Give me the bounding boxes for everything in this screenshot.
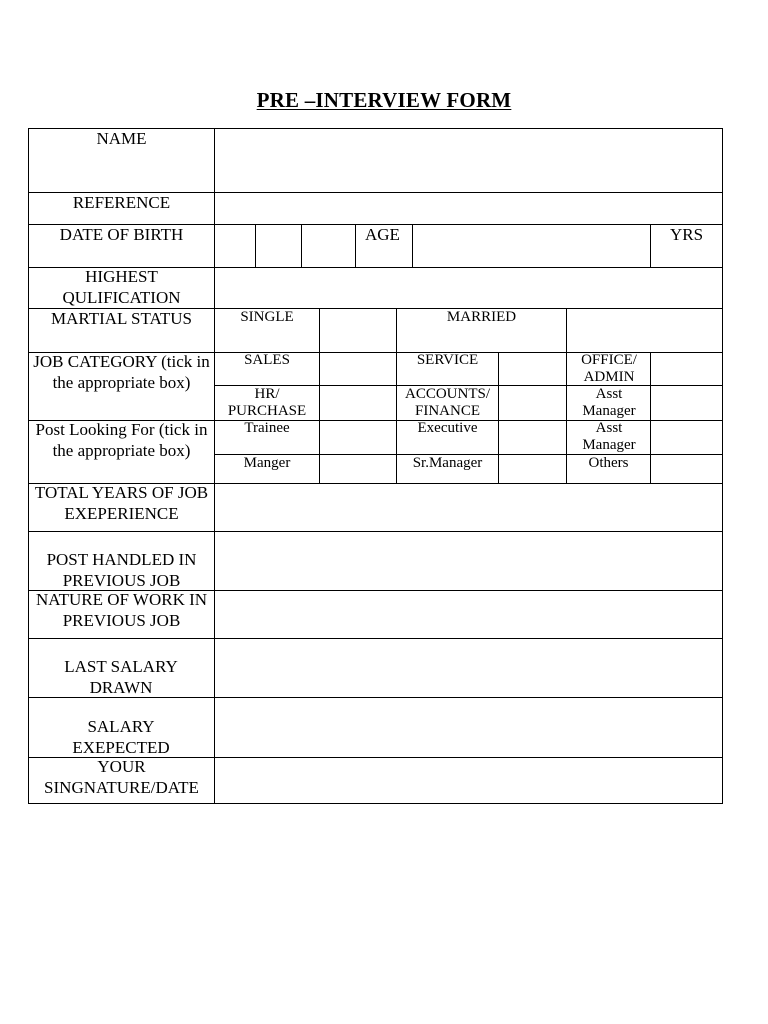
executive-checkbox[interactable] — [499, 421, 566, 454]
hr-purchase-option-label: HR/ PURCHASE — [227, 386, 307, 420]
accounts-finance-checkbox[interactable] — [499, 386, 566, 420]
sr-manager-checkbox[interactable] — [499, 455, 566, 483]
total-experience-label: TOTAL YEARS OF JOB EXEPERIENCE — [34, 483, 209, 523]
asst-manager-category-option-label: Asst Manager — [582, 386, 636, 420]
dob-day-field[interactable] — [215, 225, 255, 267]
name-label: NAME — [96, 129, 147, 148]
office-admin-checkbox[interactable] — [651, 353, 722, 385]
trainee-option-label: Trainee — [244, 420, 290, 436]
signature-label: YOUR SINGNATURE/DATE — [44, 757, 199, 797]
executive-option-label: Executive — [417, 420, 478, 436]
nature-of-work-field[interactable] — [215, 591, 722, 638]
name-field[interactable] — [215, 129, 722, 192]
marital-status-label: MARTIAL STATUS — [50, 309, 193, 328]
single-option-label: SINGLE — [240, 309, 294, 325]
dob-month-field[interactable] — [256, 225, 301, 267]
qualification-field[interactable] — [215, 268, 722, 308]
accounts-finance-option-label: ACCOUNTS/ FINANCE — [404, 386, 490, 420]
asst-manager-post-checkbox[interactable] — [651, 421, 722, 454]
job-category-label: JOB CATEGORY (tick in the appropriate box) — [33, 352, 210, 392]
married-option-label: MARRIED — [446, 309, 517, 325]
married-checkbox[interactable] — [567, 309, 722, 352]
hr-purchase-checkbox[interactable] — [320, 386, 396, 420]
form-title: PRE –INTERVIEW FORM — [256, 88, 512, 112]
salary-expected-label: SALARY EXEPECTED — [72, 717, 170, 757]
total-experience-field[interactable] — [215, 484, 722, 531]
yrs-label: YRS — [669, 225, 704, 244]
reference-field[interactable] — [215, 193, 722, 224]
trainee-checkbox[interactable] — [320, 421, 396, 454]
age-field[interactable] — [413, 225, 650, 267]
reference-label: REFERENCE — [72, 193, 171, 212]
post-looking-for-label: Post Looking For (tick in the appropriate box) — [35, 420, 208, 460]
asst-manager-post-option-label: Asst Manager — [582, 420, 636, 454]
post-handled-field[interactable] — [215, 532, 722, 590]
service-checkbox[interactable] — [499, 353, 566, 385]
last-salary-label: LAST SALARY DRAWN — [64, 657, 178, 697]
others-option-label: Others — [588, 455, 629, 471]
salary-expected-field[interactable] — [215, 698, 722, 757]
dob-year-field[interactable] — [302, 225, 355, 267]
single-checkbox[interactable] — [320, 309, 396, 352]
others-checkbox[interactable] — [651, 455, 722, 483]
sales-checkbox[interactable] — [320, 353, 396, 385]
service-option-label: SERVICE — [416, 352, 479, 368]
manger-checkbox[interactable] — [320, 455, 396, 483]
age-label: AGE — [365, 225, 400, 244]
qualification-label: HIGHEST QULIFICATION — [62, 267, 181, 307]
asst-manager-category-checkbox[interactable] — [651, 386, 722, 420]
dob-label: DATE OF BIRTH — [59, 225, 184, 244]
signature-field[interactable] — [215, 758, 722, 803]
post-handled-label: POST HANDLED IN PREVIOUS JOB — [46, 550, 197, 590]
manger-option-label: Manger — [243, 455, 291, 471]
nature-of-work-label: NATURE OF WORK IN PREVIOUS JOB — [35, 590, 208, 630]
sales-option-label: SALES — [244, 352, 290, 368]
sr-manager-option-label: Sr.Manager — [412, 455, 483, 471]
last-salary-field[interactable] — [215, 639, 722, 697]
interview-form-table — [28, 128, 723, 804]
office-admin-option-label: OFFICE/ ADMIN — [581, 352, 637, 386]
